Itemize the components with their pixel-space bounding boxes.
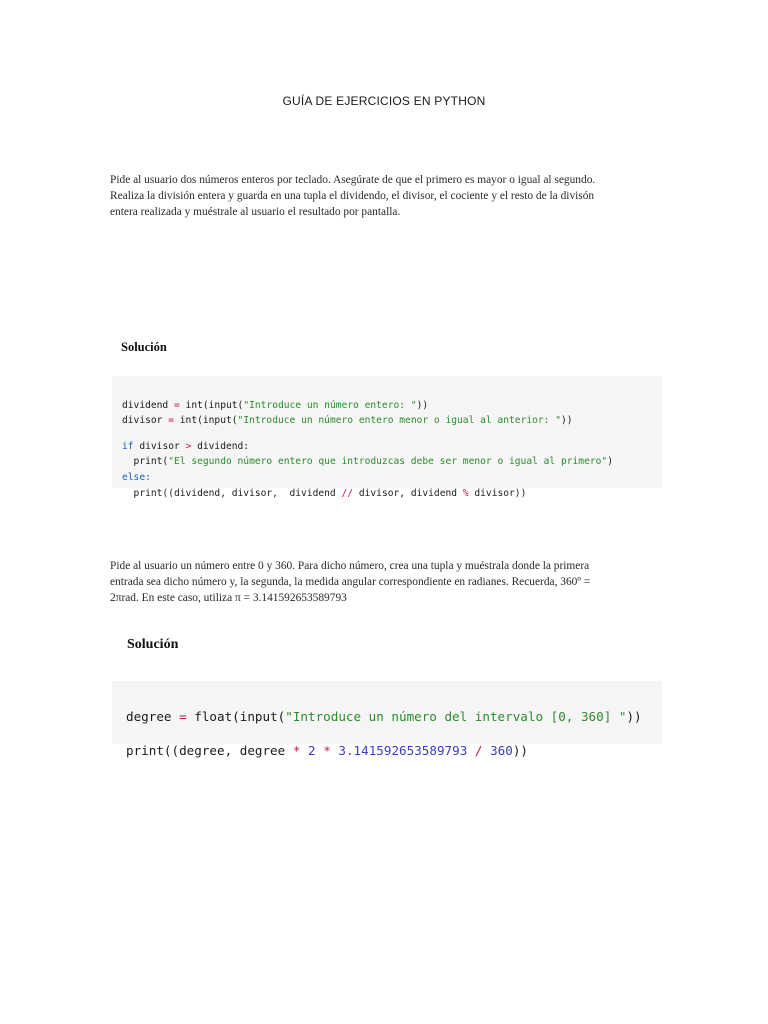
statement-line: 2πrad. En este caso, utiliza π = 3.141592653589793 — [110, 592, 347, 604]
code-line: dividend = int(input("Introduce un número entero: ")) — [122, 399, 429, 411]
solution-heading-1: Solución — [121, 340, 167, 354]
code-blank-line — [126, 725, 662, 742]
code-block-2 — [112, 681, 662, 758]
statement-line: entera realizada y muéstrale al usuario el resultado por pantalla. — [110, 206, 401, 218]
code-line: degree = float(input("Introduce un número del intervalo [0, 360] ")) — [126, 709, 642, 724]
code-block-1 — [112, 376, 662, 499]
code-line: if divisor > dividend: — [122, 440, 250, 452]
code-line: print((dividend, divisor, dividend // divisor, dividend % divisor)) — [122, 487, 527, 499]
exercise-1-statement — [110, 172, 655, 220]
code-line: print("El segundo número entero que introduzcas debe ser menor o igual al primero") — [122, 456, 613, 468]
statement-line: Pide al usuario dos números enteros por teclado. Asegúrate de que el primero es mayor o igual al segundo. — [110, 174, 596, 186]
statement-line: entrada sea dicho número y, la segunda, la medida angular correspondiente en radianes. Recuerda, 360º = — [110, 576, 591, 588]
code-line: divisor = int(input("Introduce un número entero menor o igual al anterior: ")) — [122, 415, 573, 427]
exercise-2-statement — [110, 558, 655, 606]
code-blank-line — [122, 429, 662, 439]
code-line: else: — [122, 471, 151, 483]
code-line: print((degree, degree * 2 * 3.141592653589793 / 360)) — [126, 743, 528, 758]
solution-heading-2: Solución — [127, 637, 179, 652]
statement-line: Realiza la división entera y guarda en una tupla el dividendo, el divisor, el cociente y el resto de la divisón — [110, 190, 595, 202]
statement-line: Pide al usuario un número entre 0 y 360. Para dicho número, crea una tupla y muéstrala donde la primera — [110, 560, 590, 572]
page-title: GUÍA DE EJERCICIOS EN PYTHON — [282, 94, 486, 108]
